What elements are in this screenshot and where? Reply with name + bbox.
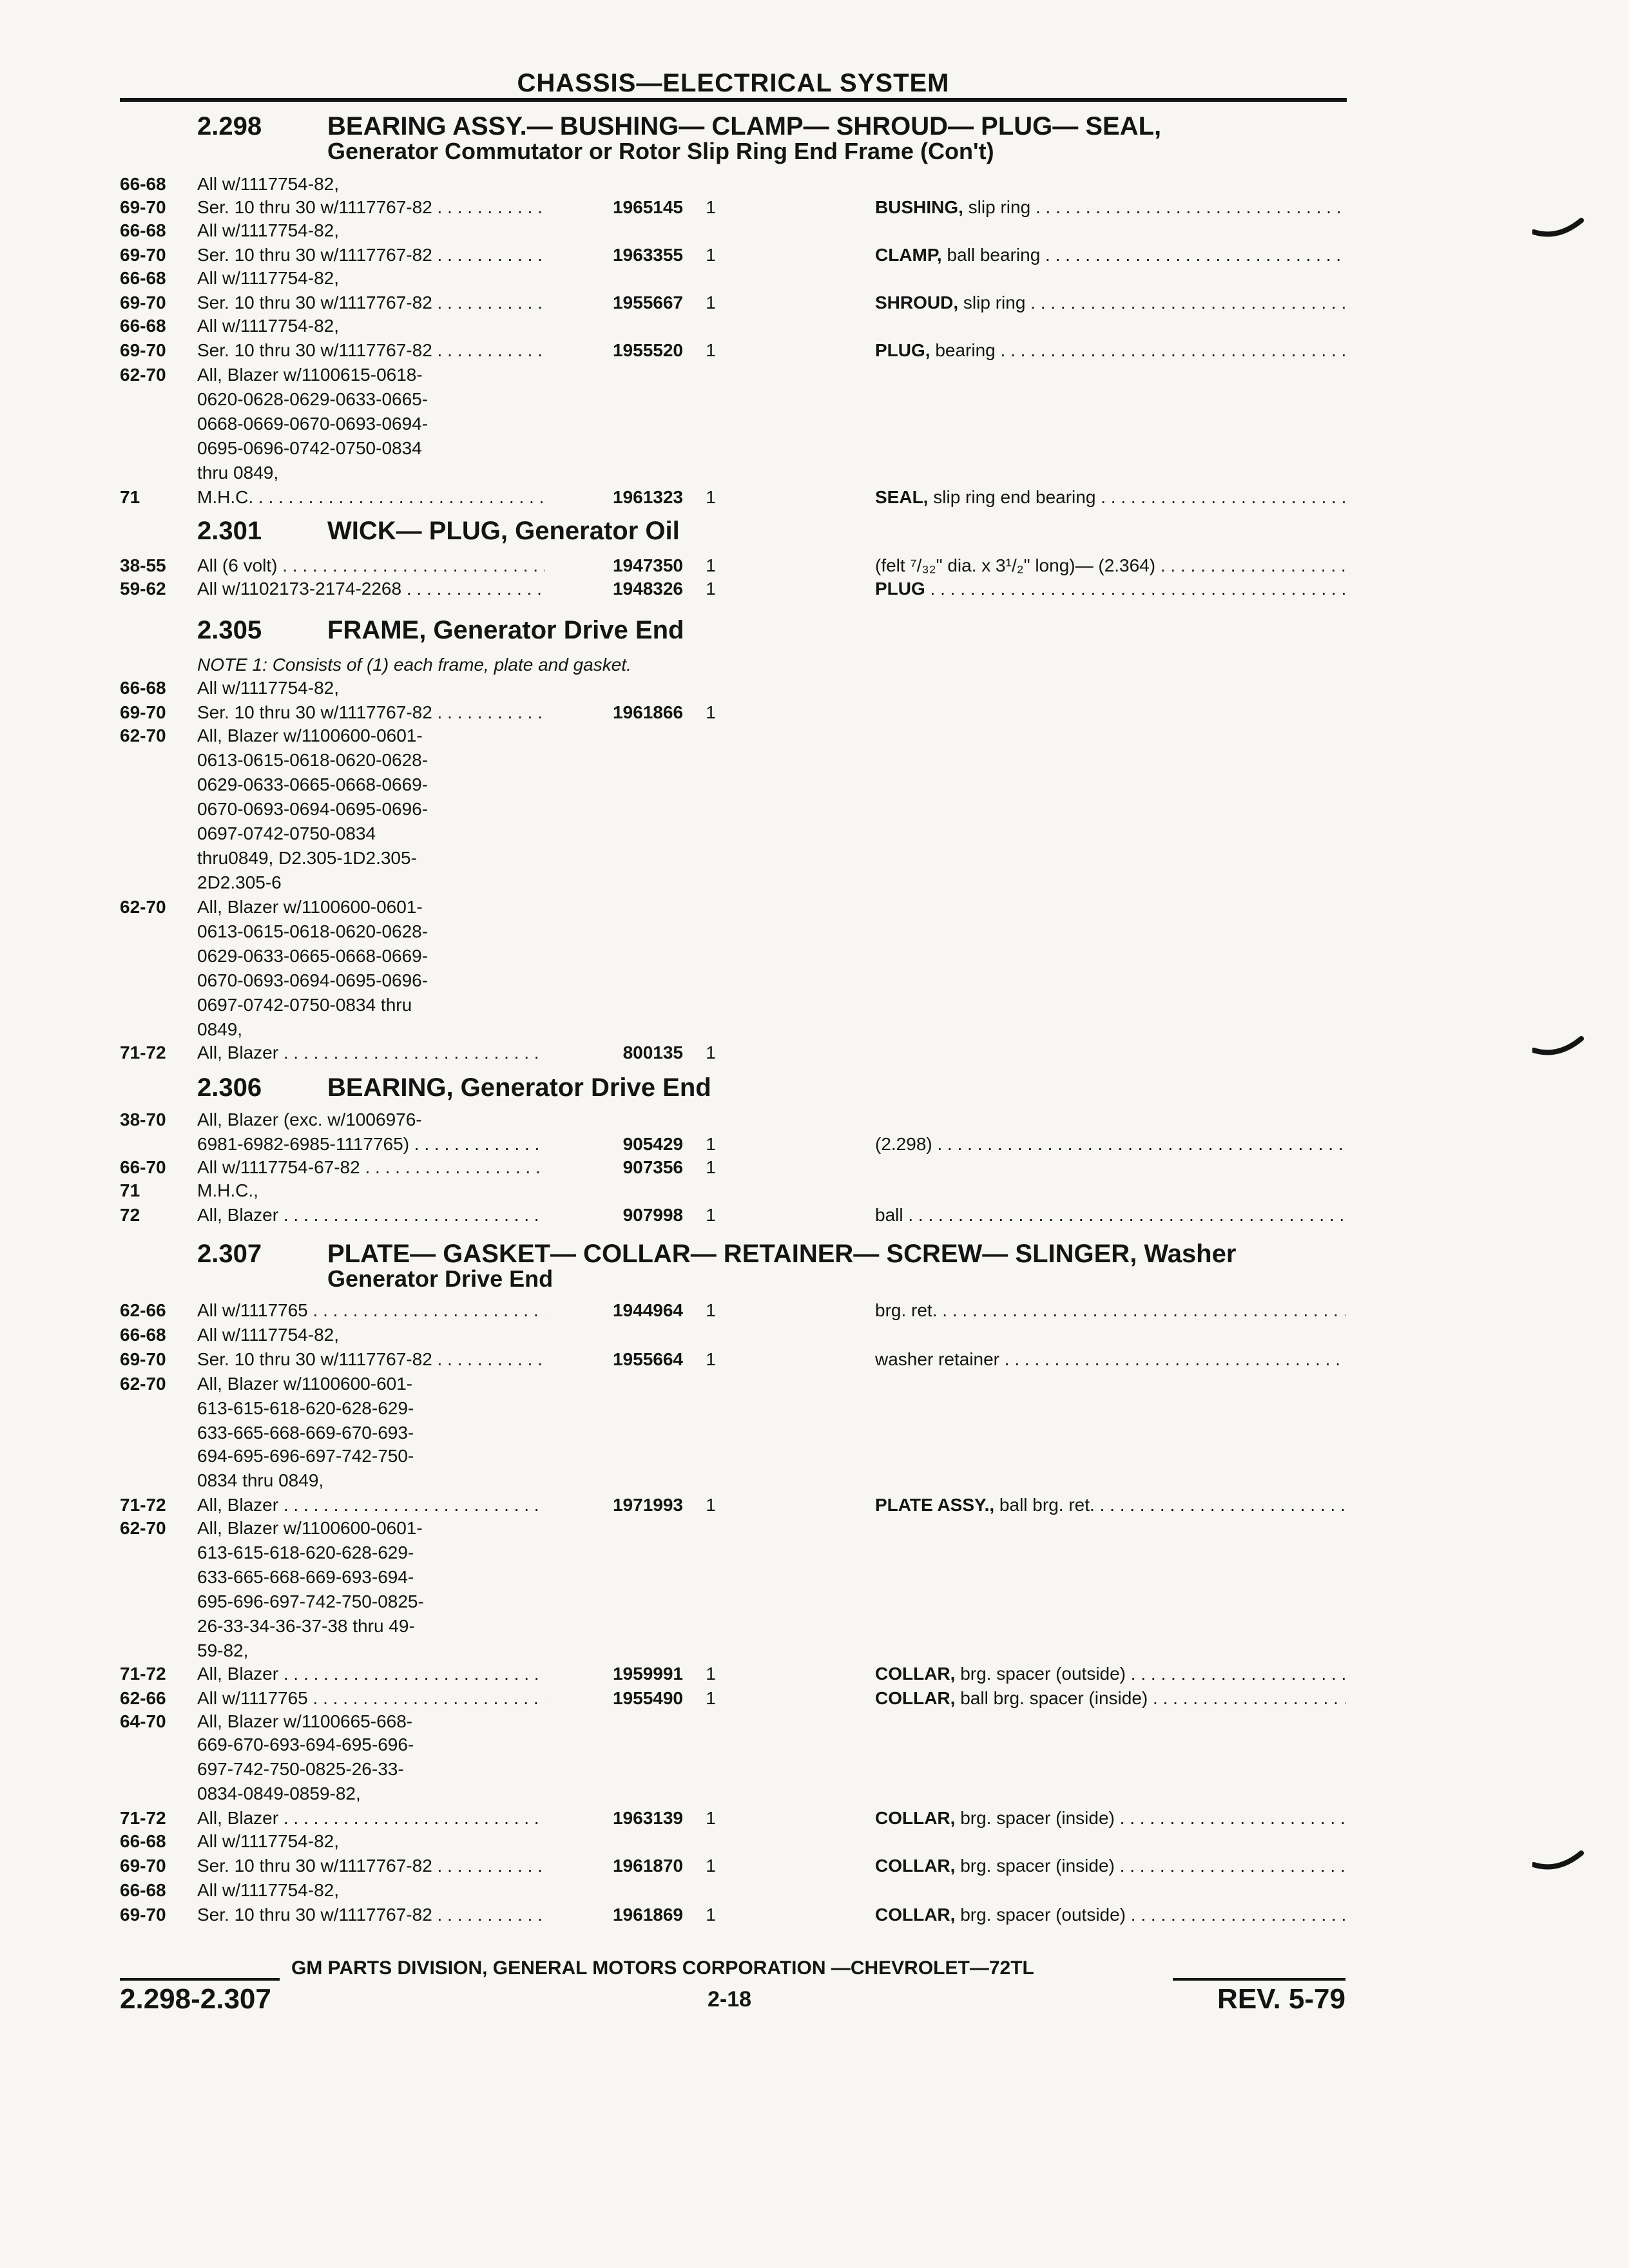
model-years: 66-68 <box>120 1880 166 1900</box>
application: M.H.C., <box>197 1180 258 1200</box>
section-number: 2.307 <box>197 1240 262 1268</box>
part-number: 1955490 <box>612 1688 683 1708</box>
application: All, Blazer w/1100600-0601- <box>197 726 423 745</box>
application: All, Blazer . . . <box>197 1664 545 1684</box>
model-years: 72 <box>120 1205 140 1225</box>
application: All w/1117765 . . . <box>197 1688 545 1709</box>
part-description <box>875 340 1345 361</box>
model-years: 69-70 <box>120 1856 166 1876</box>
application: All, Blazer w/1100600-601- <box>197 1374 413 1394</box>
model-years: 59-62 <box>120 579 166 599</box>
part-number: 1947350 <box>612 555 683 575</box>
model-years: 69-70 <box>120 245 166 265</box>
model-years: 66-70 <box>120 1157 166 1177</box>
part-detail: brg. spacer (outside) <box>955 1905 1126 1925</box>
application: 0613-0615-0618-0620-0628- <box>197 750 429 770</box>
application: Ser. 10 thru 30 w/1117767-82 . . . <box>197 197 545 218</box>
application: All, Blazer w/1100600-0601- <box>197 1518 423 1538</box>
application: 633-665-668-669-693-694- <box>197 1567 414 1587</box>
model-years: 69-70 <box>120 1905 166 1925</box>
model-years: 69-70 <box>120 197 166 217</box>
part-name: COLLAR, <box>875 1905 956 1925</box>
part-description <box>875 1205 1345 1225</box>
model-years: 69-70 <box>120 1349 166 1369</box>
quantity: 1 <box>706 1808 716 1828</box>
section-number: 2.298 <box>197 112 262 140</box>
part-description <box>875 1349 1345 1370</box>
application: 2D2.305-6 <box>197 872 282 892</box>
application: 0670-0693-0694-0695-0696- <box>197 799 429 819</box>
model-years: 66-68 <box>120 678 166 698</box>
quantity: 1 <box>706 1664 716 1684</box>
application: Ser. 10 thru 30 w/1117767-82 . . . <box>197 1349 545 1370</box>
application: 59-82, <box>197 1640 249 1660</box>
model-years: 71-72 <box>120 1664 166 1684</box>
part-number: 1971993 <box>612 1495 683 1515</box>
model-years: 69-70 <box>120 340 166 360</box>
part-name: PLUG, <box>875 340 930 360</box>
part-number: 905429 <box>622 1134 683 1154</box>
application: All w/1117754-82, <box>197 268 339 288</box>
application: 0670-0693-0694-0695-0696- <box>197 970 429 990</box>
application: All, Blazer . . . <box>197 1043 545 1063</box>
quantity: 1 <box>706 1205 716 1225</box>
model-years: 62-66 <box>120 1300 166 1320</box>
part-number: 1944964 <box>612 1300 683 1320</box>
quantity: 1 <box>706 340 716 360</box>
application: 613-615-618-620-628-629- <box>197 1398 414 1418</box>
part-name: BUSHING, <box>875 197 963 217</box>
part-number: 1955664 <box>612 1349 683 1369</box>
part-number: 1961866 <box>612 702 683 722</box>
part-detail: brg. spacer (inside) <box>955 1808 1115 1828</box>
part-description <box>875 1905 1345 1925</box>
binder-mark-icon <box>1532 1850 1584 1874</box>
part-number: 800135 <box>622 1043 683 1062</box>
model-years: 71 <box>120 1180 140 1200</box>
application: 695-696-697-742-750-0825- <box>197 1591 424 1611</box>
part-number: 1963355 <box>612 245 683 265</box>
application: 0695-0696-0742-0750-0834 <box>197 438 422 458</box>
part-number: 907998 <box>622 1205 683 1225</box>
application: 0697-0742-0750-0834 thru <box>197 995 412 1015</box>
model-years: 66-68 <box>120 220 166 240</box>
application: All, Blazer . . . <box>197 1205 545 1225</box>
footer-page-number: 2-18 <box>708 1987 752 2012</box>
part-description <box>875 1495 1345 1515</box>
application: All (6 volt) . . . <box>197 555 545 576</box>
application: M.H.C. . . . <box>197 487 545 508</box>
section-subtitle: Generator Commutator or Rotor Slip Ring End Frame (Con't) <box>327 138 994 164</box>
part-number: 1948326 <box>612 579 683 599</box>
footer-revision: REV. 5-79 <box>1217 1983 1345 2015</box>
part-description <box>875 1134 1345 1155</box>
application: 0849, <box>197 1019 243 1039</box>
quantity: 1 <box>706 579 716 599</box>
quantity: 1 <box>706 1495 716 1515</box>
application: 669-670-693-694-695-696- <box>197 1735 414 1754</box>
model-years: 66-68 <box>120 316 166 336</box>
section-title: FRAME, Generator Drive End <box>327 616 684 644</box>
application: 0629-0633-0665-0668-0669- <box>197 946 429 966</box>
application: All w/1117754-82, <box>197 220 339 240</box>
page-title: CHASSIS—ELECTRICAL SYSTEM <box>517 69 950 97</box>
section-subtitle: Generator Drive End <box>327 1265 554 1292</box>
model-years: 38-70 <box>120 1110 166 1129</box>
quantity: 1 <box>706 1856 716 1876</box>
quantity: 1 <box>706 1905 716 1925</box>
part-detail: slip ring <box>958 293 1026 312</box>
part-description <box>875 1808 1345 1829</box>
quantity: 1 <box>706 1134 716 1154</box>
application: All w/1117754-82, <box>197 174 339 194</box>
part-name: PLUG <box>875 579 925 599</box>
footer-section-range: 2.298-2.307 <box>120 1983 271 2015</box>
application: All w/1117765 . . . <box>197 1300 545 1321</box>
part-detail: ball bearing <box>941 245 1041 265</box>
application: 0834-0849-0859-82, <box>197 1783 361 1803</box>
quantity: 1 <box>706 487 716 507</box>
model-years: 71-72 <box>120 1495 166 1515</box>
part-description <box>875 293 1345 313</box>
application: Ser. 10 thru 30 w/1117767-82 . . . <box>197 1905 545 1925</box>
quantity: 1 <box>706 702 716 722</box>
application: All w/1117754-82, <box>197 1325 339 1345</box>
model-years: 66-68 <box>120 1831 166 1851</box>
part-name: CLAMP, <box>875 245 942 265</box>
model-years: 62-70 <box>120 1518 166 1538</box>
footer-rule <box>1173 1978 1345 1981</box>
application: thru 0849, <box>197 463 279 483</box>
part-name: SHROUD, <box>875 293 959 312</box>
application: 0697-0742-0750-0834 <box>197 823 376 843</box>
model-years: 62-70 <box>120 365 166 385</box>
application: 0668-0669-0670-0693-0694- <box>197 414 429 434</box>
part-detail: ball brg. spacer (inside) <box>955 1688 1148 1708</box>
part-detail: bearing <box>930 340 996 360</box>
application: All, Blazer w/1100665-668- <box>197 1711 413 1731</box>
model-years: 66-68 <box>120 174 166 194</box>
model-years: 62-66 <box>120 1688 166 1708</box>
model-years: 38-55 <box>120 555 166 575</box>
part-detail: ball <box>875 1205 903 1225</box>
part-description <box>875 1300 1345 1321</box>
model-years: 71 <box>120 487 140 507</box>
part-number: 907356 <box>622 1157 683 1177</box>
page-header <box>120 57 1347 102</box>
part-number: 1955520 <box>612 340 683 360</box>
quantity: 1 <box>706 555 716 575</box>
application: Ser. 10 thru 30 w/1117767-82 . . . <box>197 702 545 723</box>
part-detail: ball brg. ret. <box>994 1495 1095 1515</box>
quantity: 1 <box>706 1157 716 1177</box>
quantity: 1 <box>706 1043 716 1062</box>
section-number: 2.306 <box>197 1073 262 1102</box>
part-detail: brg. spacer (inside) <box>955 1856 1115 1876</box>
model-years: 69-70 <box>120 702 166 722</box>
part-description <box>875 555 1345 576</box>
part-name: PLATE ASSY., <box>875 1495 995 1515</box>
model-years: 62-70 <box>120 1374 166 1394</box>
model-years: 71-72 <box>120 1043 166 1062</box>
application: All w/1117754-82, <box>197 678 339 698</box>
part-description <box>875 197 1345 218</box>
part-number: 1955667 <box>612 293 683 312</box>
application: 633-665-668-669-670-693- <box>197 1423 414 1443</box>
application: 6981-6982-6985-1117765) . . . <box>197 1134 545 1155</box>
application: thru0849, D2.305-1D2.305- <box>197 848 417 868</box>
application: All, Blazer w/1100615-0618- <box>197 365 423 385</box>
application: 0620-0628-0629-0633-0665- <box>197 389 429 409</box>
quantity: 1 <box>706 245 716 265</box>
binder-mark-icon <box>1532 1036 1584 1059</box>
part-description <box>875 1856 1345 1876</box>
section-number: 2.301 <box>197 517 262 545</box>
application: Ser. 10 thru 30 w/1117767-82 . . . <box>197 340 545 361</box>
part-detail: (felt ⁷/₃₂" dia. x 3¹/₂" long)— (2.364) <box>875 555 1156 575</box>
application: Ser. 10 thru 30 w/1117767-82 . . . <box>197 1856 545 1876</box>
application: 26-33-34-36-37-38 thru 49- <box>197 1616 415 1636</box>
model-years: 69-70 <box>120 293 166 312</box>
part-description <box>875 245 1345 265</box>
part-number: 1961869 <box>612 1905 683 1925</box>
application: All, Blazer . . . <box>197 1808 545 1829</box>
application: All w/1102173-2174-2268 . . . <box>197 579 545 599</box>
section-note: NOTE 1: Consists of (1) each frame, plate and gasket. <box>197 655 631 675</box>
application: All w/1117754-82, <box>197 316 339 336</box>
application: 0613-0615-0618-0620-0628- <box>197 921 429 941</box>
application: 0834 thru 0849, <box>197 1470 324 1490</box>
part-number: 1965145 <box>612 197 683 217</box>
part-description <box>875 1688 1345 1709</box>
application: All, Blazer . . . <box>197 1495 545 1515</box>
part-name: SEAL, <box>875 487 929 507</box>
footer-credit: GM PARTS DIVISION, GENERAL MOTORS CORPORATION —CHEVROLET—72TL <box>291 1957 1034 1979</box>
application: All, Blazer (exc. w/1006976- <box>197 1110 422 1129</box>
part-description <box>875 1664 1345 1684</box>
part-number: 1961870 <box>612 1856 683 1876</box>
part-detail: (2.298) <box>875 1134 932 1154</box>
section-title: PLATE— GASKET— COLLAR— RETAINER— SCREW— SLINGER, Washer <box>327 1240 1237 1268</box>
quantity: 1 <box>706 1300 716 1320</box>
model-years: 62-70 <box>120 726 166 745</box>
application: Ser. 10 thru 30 w/1117767-82 . . . <box>197 293 545 313</box>
part-detail: brg. ret. <box>875 1300 938 1320</box>
quantity: 1 <box>706 1349 716 1369</box>
quantity: 1 <box>706 293 716 312</box>
application: All, Blazer w/1100600-0601- <box>197 897 423 917</box>
part-name: COLLAR, <box>875 1688 956 1708</box>
application: All w/1117754-82, <box>197 1831 339 1851</box>
footer-rule <box>120 1978 280 1981</box>
part-description <box>875 487 1345 508</box>
application: 694-695-696-697-742-750- <box>197 1446 414 1466</box>
application: All w/1117754-67-82 . . . <box>197 1157 545 1178</box>
application: 613-615-618-620-628-629- <box>197 1542 414 1562</box>
part-number: 1961323 <box>612 487 683 507</box>
section-title: BEARING, Generator Drive End <box>327 1073 711 1102</box>
quantity: 1 <box>706 197 716 217</box>
application: All w/1117754-82, <box>197 1880 339 1900</box>
section-title: BEARING ASSY.— BUSHING— CLAMP— SHROUD— PLUG— SEAL, <box>327 112 1162 140</box>
part-detail: slip ring end bearing <box>928 487 1096 507</box>
part-detail: slip ring <box>963 197 1031 217</box>
part-description <box>875 579 1345 599</box>
part-detail: brg. spacer (outside) <box>955 1664 1126 1684</box>
application: Ser. 10 thru 30 w/1117767-82 . . . <box>197 245 545 265</box>
model-years: 64-70 <box>120 1711 166 1731</box>
quantity: 1 <box>706 1688 716 1708</box>
part-number: 1963139 <box>612 1808 683 1828</box>
section-title: WICK— PLUG, Generator Oil <box>327 517 680 545</box>
part-name: COLLAR, <box>875 1664 956 1684</box>
section-number: 2.305 <box>197 616 262 644</box>
model-years: 62-70 <box>120 897 166 917</box>
binder-mark-icon <box>1532 218 1584 241</box>
part-name: COLLAR, <box>875 1808 956 1828</box>
model-years: 66-68 <box>120 268 166 288</box>
part-number: 1959991 <box>612 1664 683 1684</box>
application: 697-742-750-0825-26-33- <box>197 1759 404 1779</box>
application: 0629-0633-0665-0668-0669- <box>197 774 429 794</box>
model-years: 71-72 <box>120 1808 166 1828</box>
part-detail: washer retainer <box>875 1349 999 1369</box>
part-name: COLLAR, <box>875 1856 956 1876</box>
model-years: 66-68 <box>120 1325 166 1345</box>
